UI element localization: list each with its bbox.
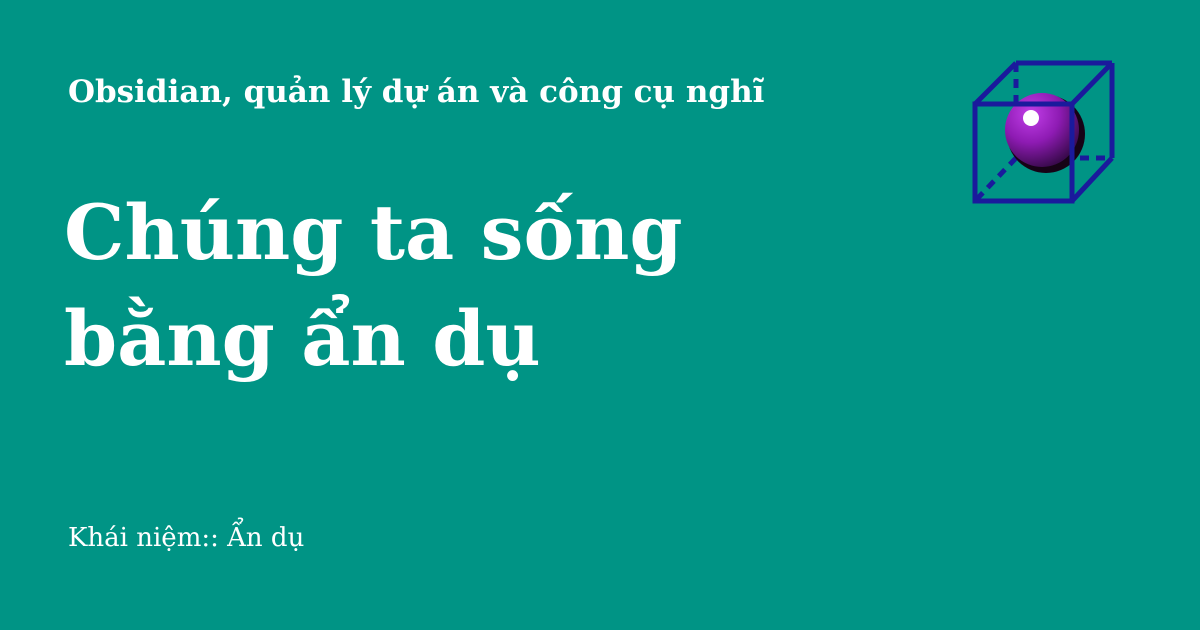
- cube-sphere-icon: [970, 58, 1120, 208]
- title-line-2: bằng ẩn dụ: [64, 294, 541, 383]
- card-subtitle: Obsidian, quản lý dự án và công cụ nghĩ: [68, 74, 765, 110]
- title-line-1: Chúng ta sống: [64, 188, 683, 277]
- concept-label: Khái niệm:: Ẩn dụ: [68, 523, 305, 553]
- card-title: [64, 180, 924, 392]
